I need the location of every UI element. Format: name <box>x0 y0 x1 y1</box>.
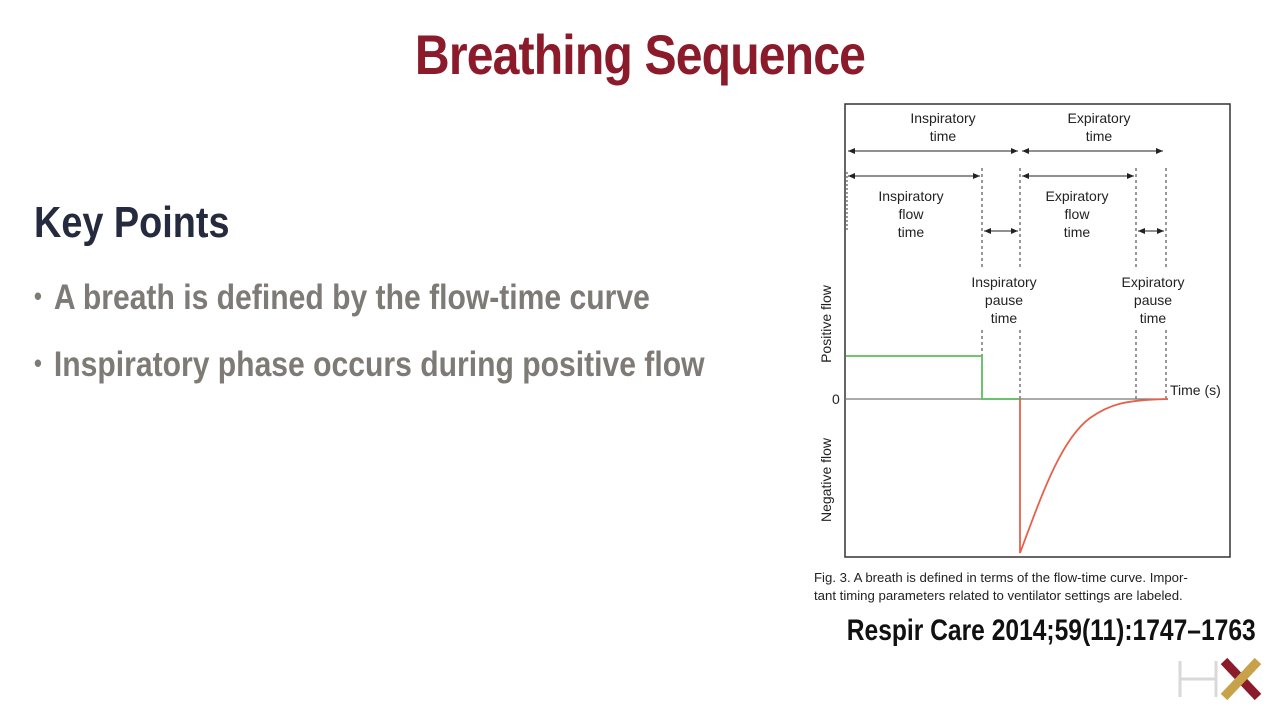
slide-title: Breathing Sequence <box>414 23 866 86</box>
caption-line: Fig. 3. A breath is defined in terms of the flow-time curve. Impor- <box>814 570 1188 585</box>
citation: Respir Care 2014;59(11):1747–1763 <box>847 614 1256 647</box>
time-axis-label: Time (s) <box>1170 382 1221 398</box>
bullet-item <box>34 341 705 408</box>
bullet-dot: • <box>34 348 42 378</box>
flow-time-diagram <box>810 100 1240 562</box>
bullet-item <box>34 274 705 341</box>
section-heading: Key Points <box>34 198 230 247</box>
inspiratory-time-label-line1: Inspiratory <box>910 110 976 126</box>
expiratory-flow-time-label-line3: time <box>1063 224 1091 240</box>
inspiratory-pause-label-line2: pause <box>984 292 1024 308</box>
inspiratory-time-label-line2: time <box>929 128 957 144</box>
expiratory-pause-label-line3: time <box>1139 310 1167 326</box>
figure-frame <box>845 104 1230 557</box>
bullet-text: Inspiratory phase occurs during positive flow <box>53 345 705 384</box>
expiratory-time-label-line1: Expiratory <box>1067 110 1131 126</box>
positive-flow-label: Positive flow <box>818 285 834 363</box>
hx-logo <box>1176 657 1264 701</box>
expiratory-time-label-line2: time <box>1085 128 1113 144</box>
inspiratory-flow-time-label-line1: Inspiratory <box>878 188 944 204</box>
caption-line: tant timing parameters related to ventilator settings are labeled. <box>814 588 1183 603</box>
hx-logo-mark <box>1176 657 1264 701</box>
expiratory-flow-time-label-line1: Expiratory <box>1045 188 1109 204</box>
expiratory-pause-label-line1: Expiratory <box>1121 274 1185 290</box>
figure-caption <box>814 569 1254 605</box>
expiratory-pause-label-line2: pause <box>1133 292 1173 308</box>
inspiratory-pause-label-line1: Inspiratory <box>971 274 1037 290</box>
inspiratory-pause-label-line3: time <box>990 310 1018 326</box>
inspiratory-flow-time-label-line3: time <box>897 224 925 240</box>
inspiratory-flow-time-label-line2: flow <box>898 206 924 222</box>
bullet-text: A breath is defined by the flow-time curve <box>53 278 650 317</box>
negative-flow-label: Negative flow <box>818 437 834 523</box>
zero-label: 0 <box>832 391 840 407</box>
bullet-list <box>34 274 705 408</box>
expiratory-flow-time-label-line2: flow <box>1064 206 1090 222</box>
bullet-dot: • <box>34 281 42 311</box>
flow-time-figure <box>810 100 1240 562</box>
